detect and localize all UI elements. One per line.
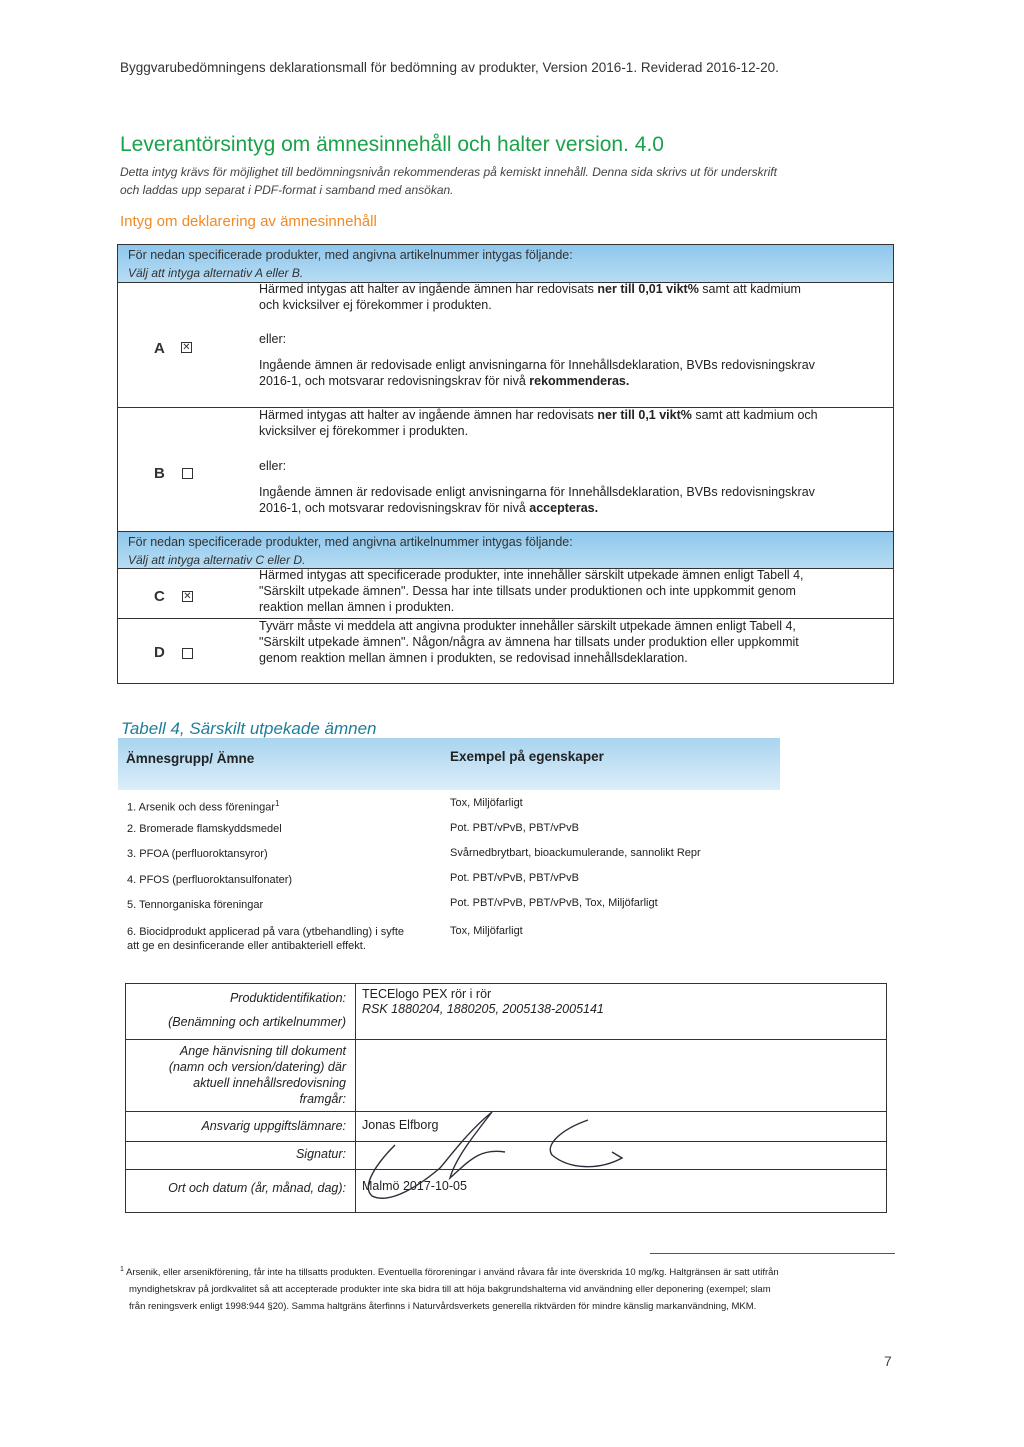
option-b-eller: eller: [259,459,287,473]
row-divider [126,1169,886,1170]
footnote-line: myndighetskrav på jordkvalitet så att accepterade produkter inte ska bidra till att höja bakgrundshalterna vid användning eller deponering (exempel; slam [129,1284,771,1296]
option-a-p2-bold: rekommenderas. [529,374,630,388]
substance-cell: 3. PFOA (perfluoroktansyror) [127,848,268,860]
tabell4-col2-header: Exempel på egenskaper [450,749,604,764]
substance-line: 6. Biocidprodukt applicerad på vara (ytbehandling) i syfte [127,926,404,938]
option-d-checkbox[interactable] [182,648,193,659]
footnote-mark: 1 [120,1266,124,1273]
substance-cell: 4. PFOS (perfluoroktansulfonater) [127,874,293,886]
intyg-header-ab [118,245,893,283]
page-header: Byggvarubedömningens deklarationsmall för bedömning av produkter, Version 2016-1. Reviderad 2016-12-20. [120,60,779,75]
column-divider [355,984,356,1212]
reference-label-line: framgår: [299,1092,346,1106]
product-id-articles: RSK 1880204, 1880205, 2005138-2005141 [362,1002,604,1016]
substance-cell [127,925,404,953]
substance-cell: 2. Bromerade flamskyddsmedel [127,823,282,835]
responsible-value: Jonas Elfborg [362,1118,439,1132]
props-cell: Svårnedbrytbart, bioackumulerande, sannolikt Repr [450,847,701,859]
footnote-line: Arsenik, eller arsenikförening, får inte ha tillsatts produkten. Eventuella föroreningar i använd råvara får inte överskrida 10 mg/kg. Haltgränsen är satt utifrån [126,1267,779,1279]
substance-cell: 5. Tennorganiska föreningar [127,899,264,911]
option-a-p1-post: samt att kadmium [698,282,801,296]
reference-label-line: (namn och version/datering) där [168,1060,346,1074]
option-a-p1-bold: ner till 0,01 vikt% [597,282,699,296]
subtitle-line: Detta intyg krävs för möjlighet till bedömningsnivån rekommenderas på kemiskt innehåll. Denna sida skrivs ut för underskrift [120,165,777,179]
intyg-header-text: För nedan specificerade produkter, med angivna artikelnummer intygas följande: [128,248,573,262]
reference-label [169,1043,346,1107]
option-b-p1-line2: kvicksilver ej förekommer i produkten. [259,424,469,438]
option-c-text [259,567,804,615]
option-b-p1-pre: Härmed intygas att halter av ingående ämnen har redovisats [259,408,598,422]
option-b-p2-bold: accepteras. [529,501,599,515]
footnote-ref: 1 [274,799,280,808]
option-a-letter: A [154,340,165,357]
row-divider [126,1039,886,1040]
substance-line: att ge en desinficerande eller antibakteriell effekt. [127,940,366,952]
page-title: Leverantörsintyg om ämnesinnehåll och halter version. 4.0 [120,133,664,156]
option-b-p1-post: samt att kadmium och [691,408,818,422]
page-number: 7 [884,1353,892,1369]
footnote-separator [650,1253,895,1254]
option-b-letter: B [154,465,165,482]
product-table [125,983,887,1213]
option-c-checkbox[interactable] [182,591,193,602]
substance-cell: 1. Arsenik och dess föreningar [127,801,275,814]
option-c-line: "Särskilt utpekade ämnen". Dessa har inte tillsats under produktionen och inte uppkommit genom [259,584,796,598]
option-b-p1-bold: ner till 0,1 vikt% [597,408,692,422]
option-a-eller: eller: [259,332,287,346]
option-c-line: reaktion mellan ämnen i produkten. [259,600,455,614]
footnote-line: från reningsverk enligt 1998:944 §20). Samma haltgräns återfinns i Naturvårdsverkets generella riktvärden för mindre känslig markanvändning, MKM. [129,1301,757,1313]
row-divider [126,1111,886,1112]
option-a-text2 [259,357,815,389]
option-d-line: "Särskilt utpekade ämnen". Någon/några av ämnena har tillsats under produktion eller uppkommit [259,635,799,649]
date-value: Malmö 2017-10-05 [362,1179,467,1193]
subtitle-line: och laddas upp separat i PDF-format i samband med ansökan. [120,183,454,197]
reference-label-line: Ange hänvisning till dokument [179,1044,346,1058]
props-cell: Tox, Miljöfarligt [450,925,523,937]
option-a-p2-line1: Ingående ämnen är redovisade enligt anvisningarna för Innehållsdeklaration, BVBs redovisningskrav [259,358,815,372]
tabell4-title: Tabell 4, Särskilt utpekade ämnen [121,719,377,738]
row-divider [126,1141,886,1142]
section-title: Intyg om deklarering av ämnesinnehåll [120,213,377,230]
intyg-header-instruction: Välj att intyga alternativ C eller D. [128,553,306,567]
checkbox-mark: ✕ [183,591,192,602]
option-b-text2 [259,484,815,516]
option-b-checkbox[interactable] [182,468,193,479]
option-d-letter: D [154,644,165,661]
option-a-checkbox[interactable] [181,342,192,353]
product-id-name: TECElogo PEX rör i rör [362,987,492,1001]
tabell4-col1-header: Ämnesgrupp/ Ämne [126,751,255,766]
option-c-line: Härmed intygas att specificerade produkter, inte innehåller särskilt utpekade ämnen enligt Tabell 4, [259,568,804,582]
page-subtitle [120,163,900,199]
option-a-p1-pre: Härmed intygas att halter av ingående ämnen har redovisats [259,282,598,296]
responsible-label: Ansvarig uppgiftslämnare: [201,1119,346,1133]
signature-label: Signatur: [295,1147,346,1161]
option-a-text [259,281,801,313]
footnote [120,1261,890,1315]
option-a-p2-pre: 2016-1, och motsvarar redovisningskrav för nivå [259,374,530,388]
option-b-p2-line1: Ingående ämnen är redovisade enligt anvisningarna för Innehållsdeklaration, BVBs redovisningskrav [259,485,815,499]
product-id-sublabel: (Benämning och artikelnummer) [168,1015,346,1029]
option-b-text [259,407,818,439]
intyg-header-instruction: Välj att intyga alternativ A eller B. [128,266,304,280]
checkbox-mark: ✕ [182,342,191,353]
reference-label-line: aktuell innehållsredovisning [193,1076,346,1090]
option-c-letter: C [154,588,165,605]
option-d-line: genom reaktion mellan ämnen i produkten, se redovisad innehållsdeklaration. [259,651,688,665]
option-d-line: Tyvärr måste vi meddela att angivna produkter innehåller särskilt utpekade ämnen enligt Tabell 4, [259,619,796,633]
intyg-table [117,244,894,684]
intyg-header-cd [118,531,893,569]
date-label: Ort och datum (år, månad, dag): [168,1181,346,1195]
option-d-text [259,618,799,666]
option-b-p2-pre: 2016-1, och motsvarar redovisningskrav för nivå [259,501,530,515]
props-cell: Pot. PBT/vPvB, PBT/vPvB [450,822,579,834]
option-a-p1-line2: och kvicksilver ej förekommer i produkten. [259,298,492,312]
props-cell: Pot. PBT/vPvB, PBT/vPvB [450,872,579,884]
props-cell: Pot. PBT/vPvB, PBT/vPvB, Tox, Miljöfarligt [450,897,658,909]
table-row [127,797,279,815]
product-id-label: Produktidentifikation: [229,991,346,1005]
props-cell: Tox, Miljöfarligt [450,797,523,809]
intyg-header-text: För nedan specificerade produkter, med angivna artikelnummer intygas följande: [128,535,573,549]
